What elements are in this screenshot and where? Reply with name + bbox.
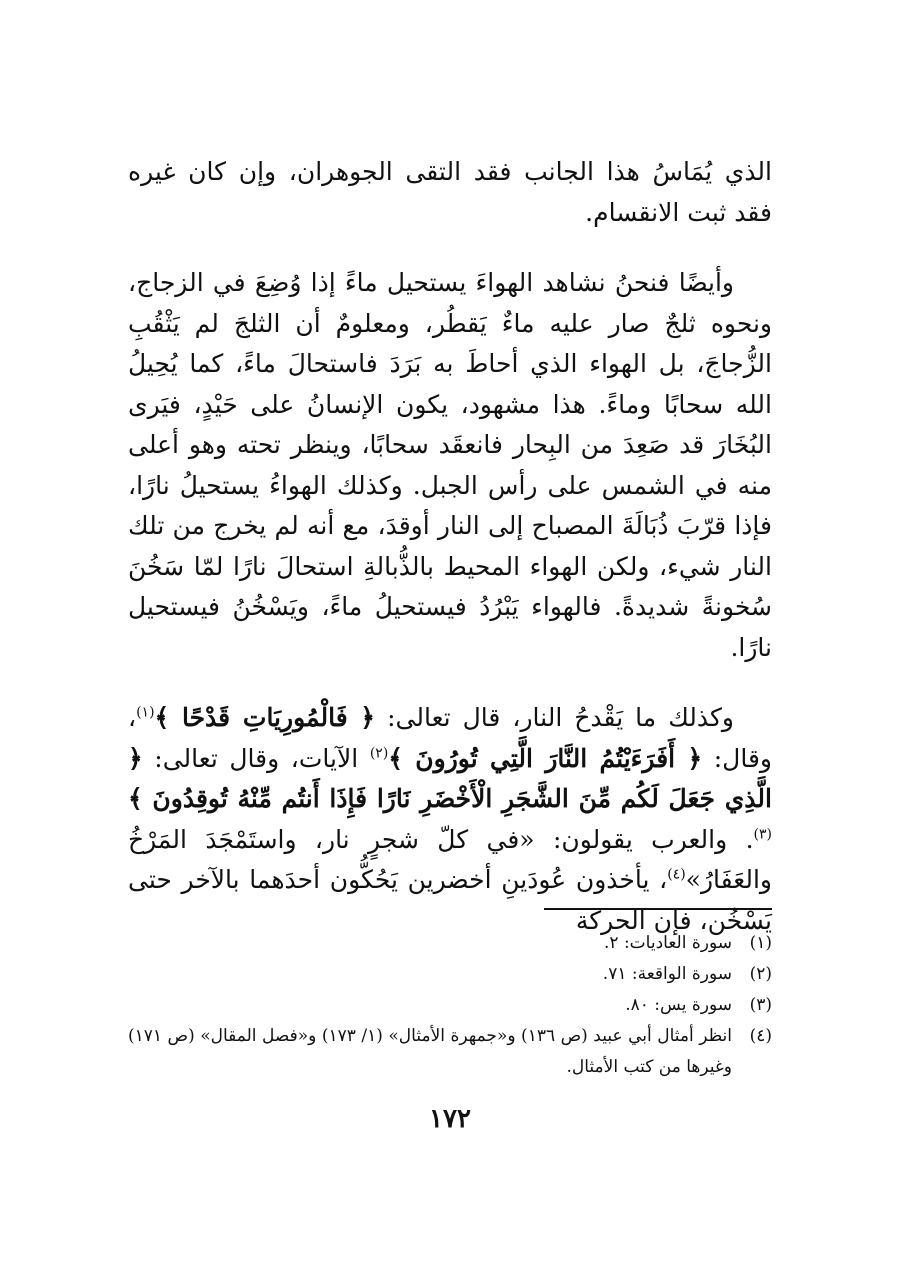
text-segment: الآيات، وقال تعالى: xyxy=(142,743,370,773)
footnote-4 xyxy=(128,1021,772,1083)
footnotes xyxy=(128,928,772,1083)
footnote-text: سورة الواقعة: ٧١. xyxy=(602,964,732,984)
footnote-separator xyxy=(544,908,772,910)
footnote-marker-3[interactable]: (٣) xyxy=(753,826,772,843)
quran-verse-yasin: ﴿ الَّذِي جَعَلَ لَكُم مِّنَ الشَّجَرِ الْأَخْضَرِ نَارًا فَإِذَا أَنتُم مِّنْهُ تُوقِدُونَ ﴾ xyxy=(128,743,772,813)
paragraph-1: الذي يُمَاسُ هذا الجانب فقد التقى الجوهران، وإن كان غيره فقد ثبت الانقسام. xyxy=(128,157,772,227)
footnote-number: (٣) xyxy=(749,995,772,1015)
main-text xyxy=(128,152,772,941)
footnote-text: سورة العاديات: ٢. xyxy=(604,933,732,953)
paragraph-3 xyxy=(128,698,772,941)
footnote-number: (٤) xyxy=(749,1026,772,1046)
footnote-text: سورة يس: ٨٠. xyxy=(625,995,732,1015)
paragraph-gap xyxy=(128,668,772,698)
footnote-3 xyxy=(128,990,772,1021)
paragraph-gap xyxy=(128,233,772,263)
footnote-number: (١) xyxy=(749,933,772,953)
quran-verse-adiyat: ﴿ فَالْمُورِيَاتِ قَدْحًا ﴾ xyxy=(154,703,376,732)
footnote-marker-1[interactable]: (١) xyxy=(136,704,155,721)
text-segment: وكذلك ما يَقْدحُ النار، قال تعالى: xyxy=(375,703,734,732)
page-number: ١٧٢ xyxy=(429,1104,471,1134)
footnote-marker-4[interactable]: (٤) xyxy=(667,866,686,883)
footnote-1 xyxy=(128,928,772,959)
footnote-number: (٢) xyxy=(749,964,772,984)
quran-verse-waqia: ﴿ أَفَرَءَيْتُمُ النَّارَ الَّتِي تُورُونَ ﴾ xyxy=(388,743,703,773)
text-segment: . والعرب يقولون: «في كلّ شجرٍ نار، واستَمْجَدَ المَرْخُ والعَفَارُ» xyxy=(128,824,772,894)
text-segment: ، يأخذون عُودَينِ أخضرين يَحُكُّون أحدَهما بالآخر حتى يَسْخُن، فإن الحركة xyxy=(128,865,772,935)
footnote-marker-2[interactable]: (٢) xyxy=(369,745,389,762)
text-segment: ، وقال: xyxy=(128,703,772,773)
footnote-text: انظر أمثال أبي عبيد (ص ١٣٦) و«جمهرة الأمثال» (١/ ١٧٣) و«فصل المقال» (ص ١٧١) وغيرها من كتب الأمثال. xyxy=(128,1026,732,1077)
paragraph-2: وأيضًا فنحنُ نشاهد الهواءَ يستحيل ماءً إذا وُضِعَ في الزجاج، ونحوه ثلجٌ صار عليه ماءٌ يَقطُر، ومعلومٌ أن الثلجَ لم يَثْقُبِ الزُّجاجَ، بل الهواء الذي أحاطَ به بَرَدَ فاستحالَ ماءً، كما يُحِيلُ الله سحابًا وماءً. هذا مشهود، يكون الإنسانُ على حَيْدٍ، فيَرى البُخَارَ قد صَعِدَ من البِحار فانعقَد سحابًا، وينظر تحته وهو أعلى منه في الشمس على رأس الجبل. وكذلك الهواءُ يستحيلُ نارًا، فإذا قرّبَ ذُبَالَةَ المصباح إلى النار أوقدَ، مع أنه لم يخرج من تلك النار شيء، ولكن الهواء المحيط بالذُّبالةِ استحالَ نارًا لمّا سَخُنَ سُخونةً شديدةً. فالهواء يَبْرُدُ فيستحيلُ ماءً، ويَسْخُنُ فيستحيل نارًا. xyxy=(128,268,772,662)
footnote-2 xyxy=(128,959,772,990)
